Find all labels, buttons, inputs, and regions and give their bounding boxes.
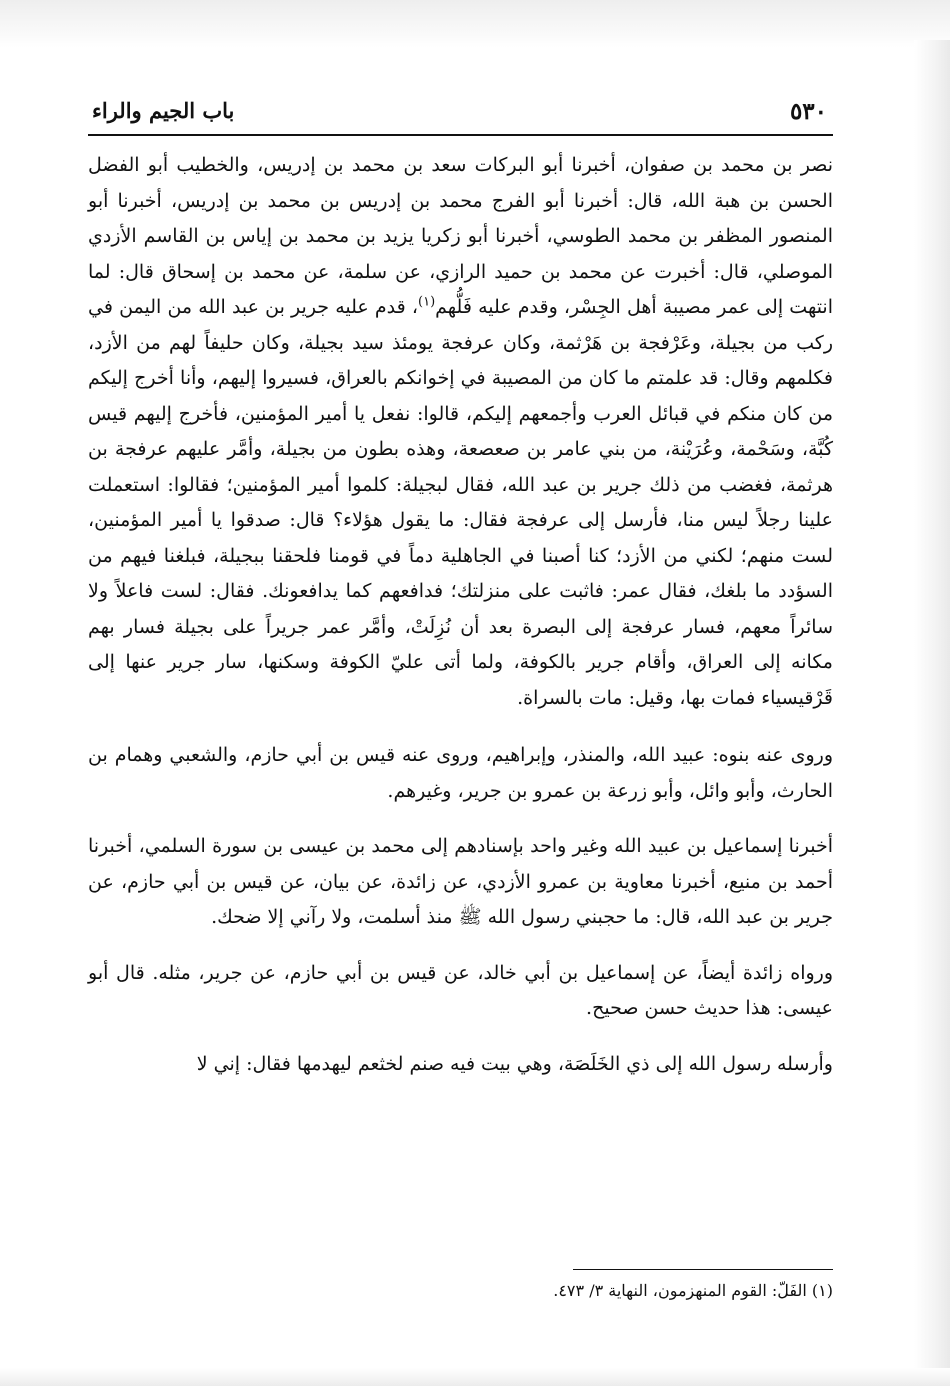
book-page (88, 92, 833, 1352)
footnote-marker: (١) (418, 294, 436, 310)
page-header (88, 92, 833, 134)
paragraph-2: وروى عنه بنوه: عبيد الله، والمنذر، وإبراهيم، وروى عنه قيس بن أبي حازم، والشعبي وهمام بن الحارث، وأبو وائل، وأبو زرعة بن عمرو بن جرير، وغيرهم. (88, 744, 833, 802)
footnote-rule (573, 1269, 833, 1270)
running-title: باب الجيم والراء (92, 98, 235, 123)
paragraph-1-text-b: ، قدم عليه جرير بن عبد الله من اليمن في ركب من بجيلة، وعَرْفجة بن هَرْثمة، وكان عرفجة يومئذ سيد بجيلة، وكان حليفاً لهم من الأزد، فكلمهم وقال: قد علمتم ما كان من المصيبة في إخوانكم بالعراق، فسيروا إليهم، وأنا أخرج إليكم من كان منكم في قبائل العرب وأجمعهم إليكم، قالوا: نفعل يا أمير المؤمنين، فأخرج إليهم قيس كُبَّة، وسَحْمة، وعُرَيْنة، من بني عامر بن صعصعة، وهذه بطون من بجيلة، وأمَّر عليهم عرفجة بن هرثمة، فغضب من ذلك جرير بن عبد الله، فقال لبجيلة: كلموا أمير المؤمنين؛ فقالوا: استعملت علينا رجلاً ليس منا، فأرسل إلى عرفجة فقال: ما يقول هؤلاء؟ قال: صدقوا يا أمير المؤمنين، لست منهم؛ لكني من الأزد؛ كنا أصبنا في الجاهلية دماً في قومنا فلحقنا ببجيلة، فبلغنا فيهم من السؤدد ما بلغك، فقال عمر: فاثبت على منزلتك؛ فدافعهم كما يدافعونك. فقال: لست فاعلاً ولا سائراً معهم، فسار عرفجة إلى البصرة بعد أن نُزِلَتْ، وأمَّر عمر جريراً على بجيلة فسار بهم مكانه إلى العراق، وأقام جرير بالكوفة، ولما أتى عليّ الكوفة وسكنها، سار جرير عنها إلى قَرْقيسياء فمات بها، وقيل: مات بالسراة. (88, 296, 833, 709)
paragraph-1-text-a: نصر بن محمد بن صفوان، أخبرنا أبو البركات سعد بن محمد بن إدريس، والخطيب أبو الفضل الحسن بن هبة الله، قال: أخبرنا أبو الفرج محمد بن إدريس بن محمد بن إدريس، أخبرنا أبو المنصور المظفر بن محمد الطوسي، أخبرنا أبو زكريا يزيد بن محمد بن إياس بن القاسم الأزدي الموصلي، قال: أخبرت عن محمد بن حميد الرازي، عن سلمة، عن محمد بن إسحاق قال: لما انتهت إلى عمر مصيبة أهل الجِسْر، وقدم عليه فَلُّهم (88, 154, 833, 318)
paragraph-3: أخبرنا إسماعيل بن عبيد الله وغير واحد بإسنادهم إلى محمد بن عيسى بن سورة السلمي، أخبرنا أحمد بن منيع، أخبرنا معاوية بن عمرو الأزدي، عن زائدة، عن بيان، عن قيس بن أبي حازم، عن جرير بن عبد الله، قال: ما حجبني رسول الله ﷺ منذ أسلمت، ولا رآني إلا ضحك. (88, 835, 833, 928)
scan-shadow-top (0, 0, 950, 48)
paragraph-1 (88, 148, 833, 716)
paragraph-5: وأرسله رسول الله إلى ذي الخَلَصَة، وهي بيت فيه صنم لخثعم ليهدمها فقال: إني لا (196, 1052, 833, 1075)
footnote: (١) الفَلّ: القوم المنهزمون، النهاية ٣/ ٤٧٣. (553, 1281, 833, 1300)
scan-shadow-right (914, 40, 950, 1386)
header-rule (88, 134, 833, 136)
page-body (88, 148, 833, 1102)
page-number: ٥٣٠ (789, 98, 827, 125)
scan-shadow-bottom (0, 1368, 950, 1386)
paragraph-4: ورواه زائدة أيضاً، عن إسماعيل بن أبي خالد، عن قيس بن أبي حازم، عن جرير، مثله. قال أبو عيسى: هذا حديث حسن صحيح. (88, 961, 833, 1019)
